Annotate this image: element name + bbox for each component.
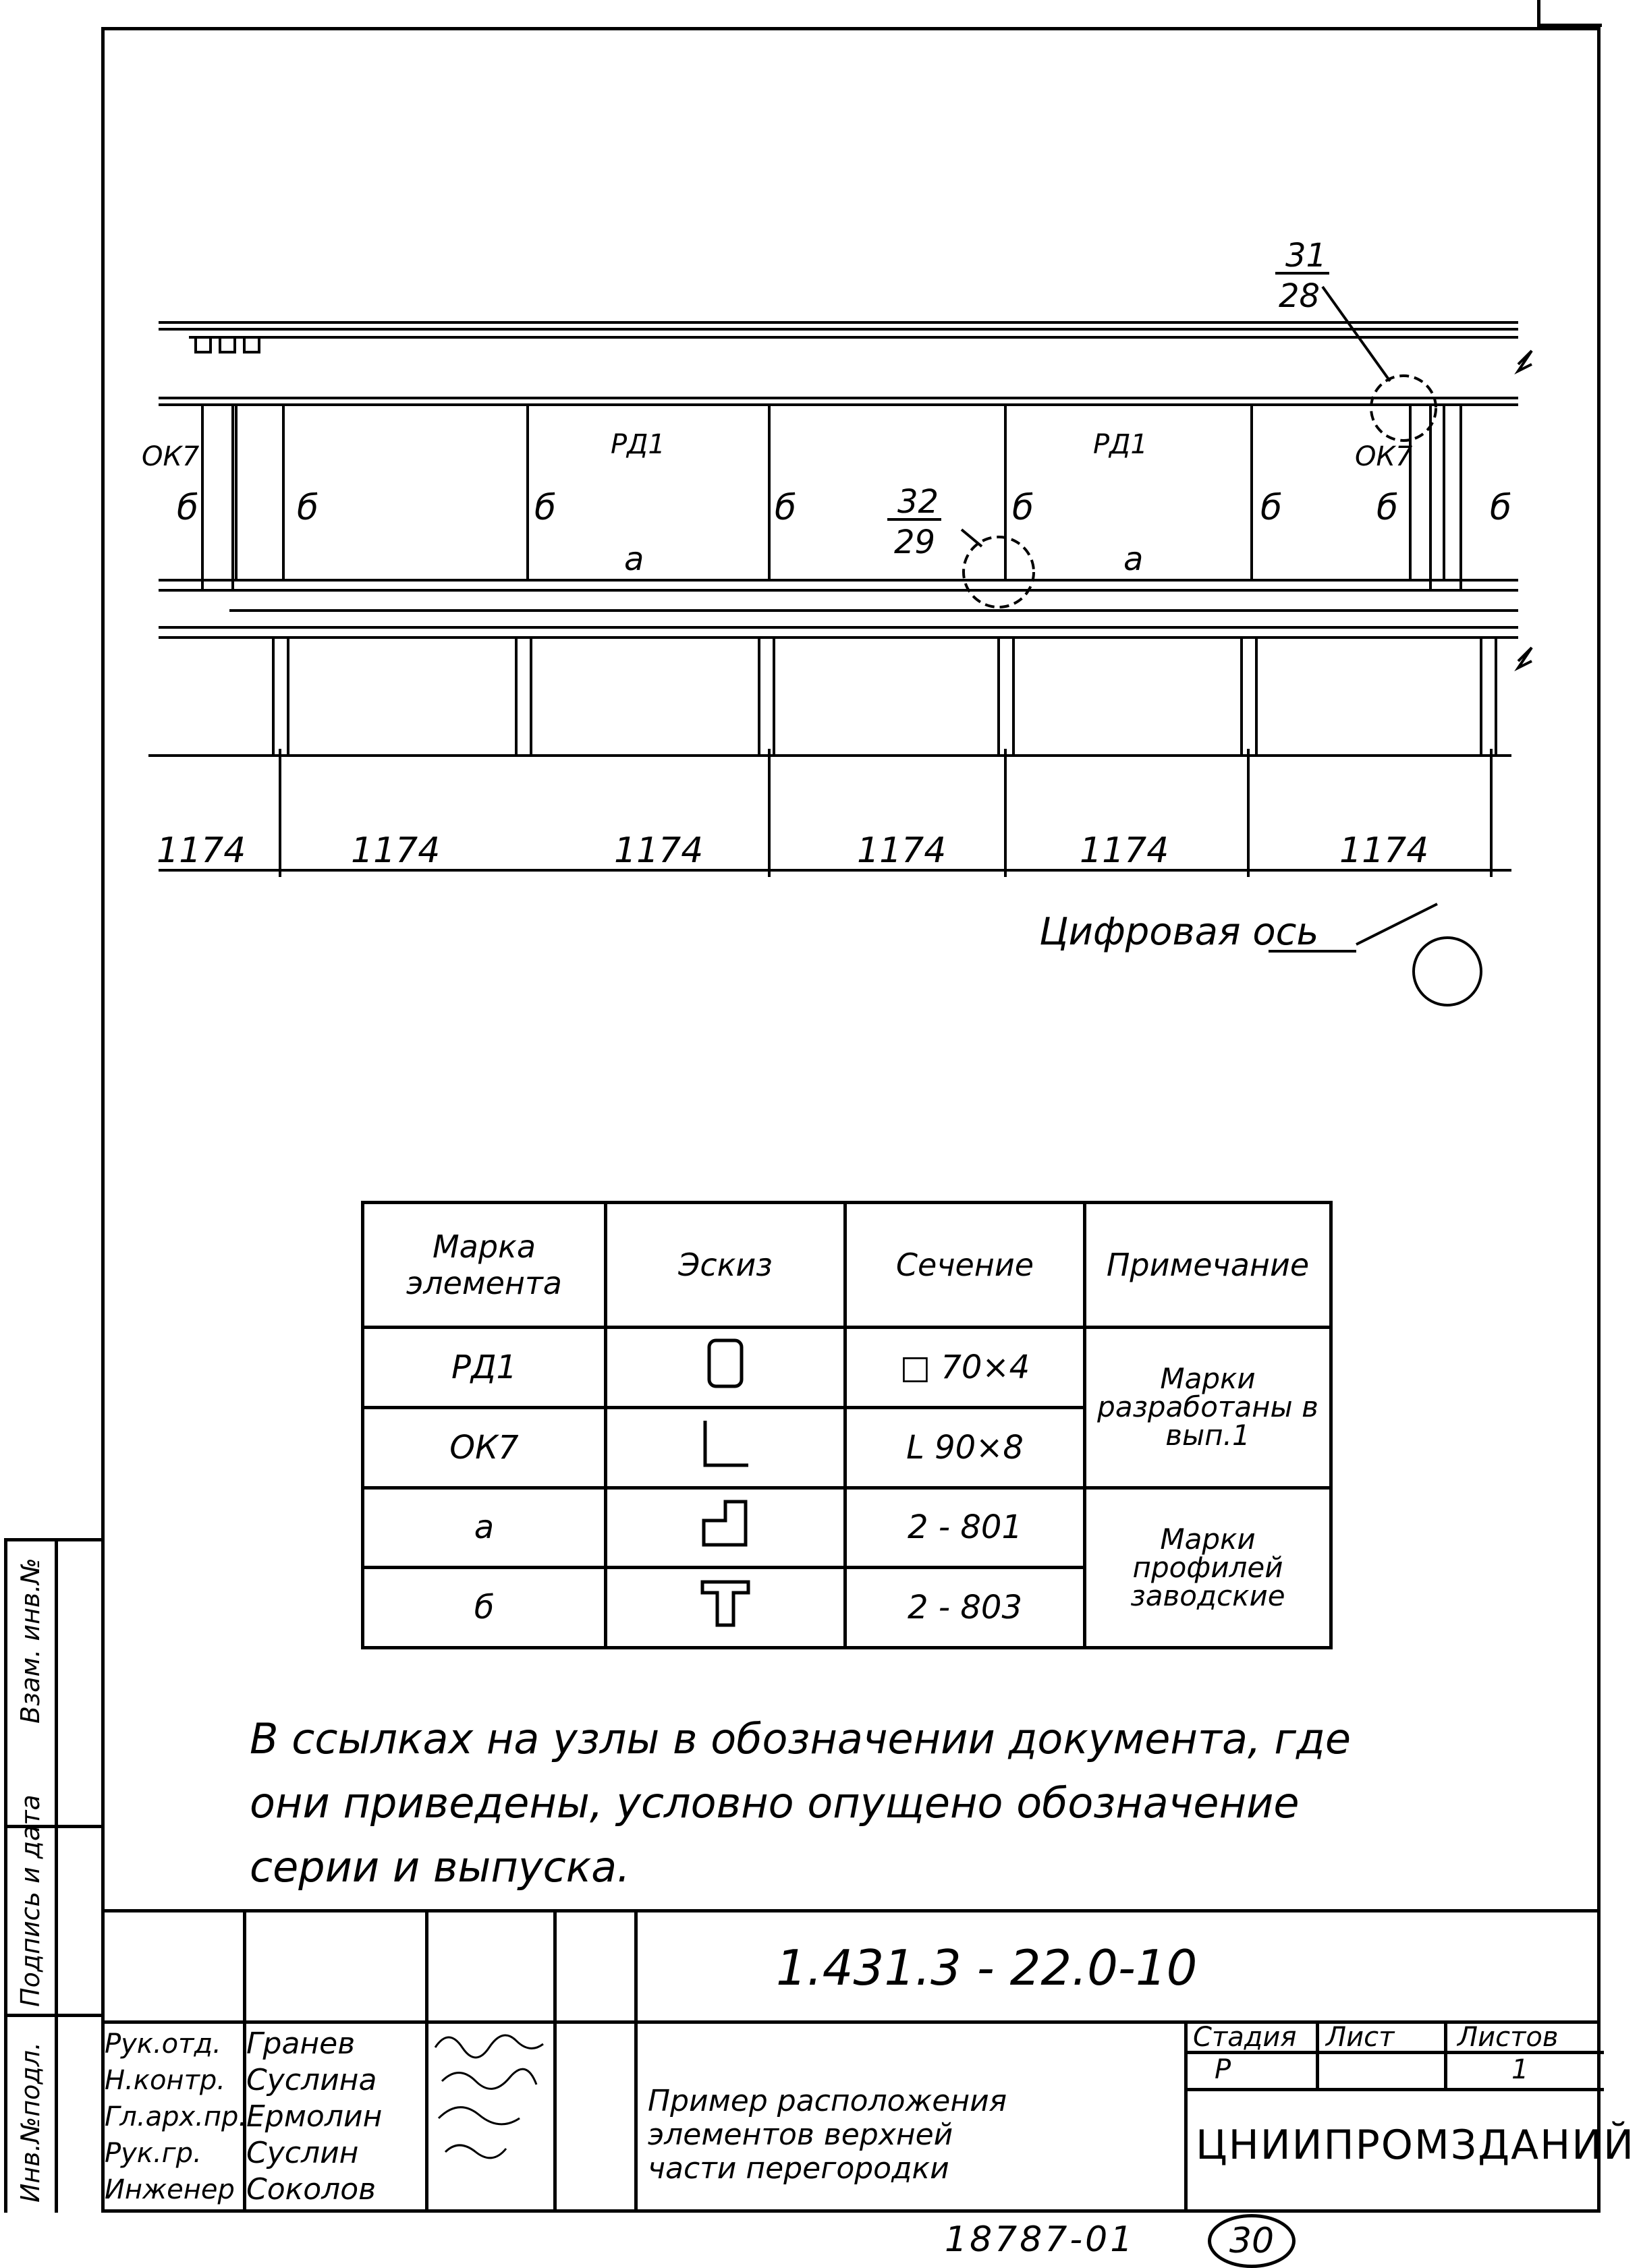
sheet-title: Пример расположения элементов верхней части перегородки: [648, 2084, 1007, 2186]
designation: 1.431.3 - 22.0-10: [776, 1939, 1198, 1996]
col-header-note: Примечание: [1085, 1203, 1331, 1328]
elements-table: [361, 1201, 1333, 1649]
role-list: [105, 2026, 248, 2208]
footer-page: 30: [1229, 2221, 1275, 2261]
label-a-1: а: [624, 540, 644, 578]
sheet-header: Лист: [1326, 2022, 1395, 2053]
row-mark: а: [363, 1487, 606, 1568]
stage-col-line: [1444, 2020, 1447, 2088]
callout-top-den: 28: [1279, 277, 1320, 315]
side-label-sign-date: Подпись и дата: [16, 1794, 45, 2007]
side-strip: [4, 1538, 101, 2213]
dimension-2: 1174: [351, 830, 441, 871]
dimension-3: 1174: [614, 830, 704, 871]
name: Суслин: [246, 2136, 359, 2170]
label-b-2: б: [297, 488, 319, 528]
organization: ЦНИИПРОМЗДАНИЙ: [1196, 2122, 1636, 2169]
dimension-1: 1174: [157, 830, 246, 871]
col-header-sketch: Эскиз: [606, 1203, 845, 1328]
footer-number: 18787-01: [945, 2219, 1136, 2260]
label-ok7-right: ОК7: [1355, 441, 1413, 472]
row-section: 2 - 803: [845, 1568, 1085, 1648]
row-section: L 90×8: [845, 1407, 1085, 1487]
label-b-4: б: [775, 488, 797, 528]
role: Рук.отд.: [105, 2029, 221, 2060]
side-strip-row-line: [7, 2014, 101, 2017]
sketch-tube-icon: [606, 1328, 845, 1408]
row-mark: ОК7: [363, 1407, 606, 1487]
label-b-8: б: [1490, 488, 1512, 528]
stage-col-line: [1316, 2020, 1319, 2088]
label-rd1-right: РД1: [1093, 429, 1148, 460]
label-a-2: а: [1123, 540, 1144, 578]
partition-drawing: [0, 0, 1641, 1079]
role: Гл.арх.пр.: [105, 2101, 248, 2132]
side-label-inv-orig: Инв.№подл.: [16, 2041, 45, 2203]
row-note: Марки профилей заводские: [1085, 1487, 1331, 1648]
dimension-4: 1174: [857, 830, 947, 871]
dimension-6: 1174: [1339, 830, 1429, 871]
footer-page-circle: [1208, 2214, 1296, 2268]
name: Соколов: [246, 2172, 377, 2207]
name-list: [246, 2026, 425, 2208]
label-b-7: б: [1376, 488, 1399, 528]
side-strip-col-line: [55, 1541, 58, 2213]
general-note: В ссылках на узлы в обозначении документа, где они приведены, условно опущено обозначение серии и выпуска.: [250, 1714, 1351, 1892]
table-header-row: [363, 1203, 1331, 1328]
stage-header: Стадия: [1193, 2022, 1297, 2053]
role: Рук.гр.: [105, 2138, 202, 2169]
label-b-5: б: [1012, 488, 1034, 528]
label-b-1: б: [177, 488, 199, 528]
col-line: [553, 1912, 557, 2213]
row-section: □ 70×4: [845, 1328, 1085, 1408]
sketch-profile-b-icon: [606, 1568, 845, 1648]
side-label-vzam: Взам. инв.№: [16, 1558, 45, 1724]
col-header-section: Сечение: [845, 1203, 1085, 1328]
name: Гранев: [246, 2026, 356, 2061]
title-block: [101, 1909, 1636, 2213]
col-header-mark: Марка элемента: [363, 1203, 606, 1328]
dimension-5: 1174: [1080, 830, 1169, 871]
label-b-6: б: [1260, 488, 1283, 528]
callout-mid-den: 29: [894, 523, 936, 561]
axis-label: Цифровая ось: [1039, 910, 1319, 954]
stage-value: Р: [1215, 2054, 1231, 2085]
table-row: [363, 1328, 1331, 1408]
sketch-angle-icon: [606, 1407, 845, 1487]
table-row: [363, 1487, 1331, 1568]
label-rd1-left: РД1: [611, 429, 665, 460]
stage-row-line: [1188, 2088, 1604, 2091]
role: Н.контр.: [105, 2065, 225, 2096]
name: Суслина: [246, 2063, 377, 2097]
sketch-profile-a-icon: [606, 1487, 845, 1568]
callout-mid-num: 32: [897, 483, 939, 521]
row-mark: РД1: [363, 1328, 606, 1408]
row-note: Марки разработаны в вып.1: [1085, 1328, 1331, 1488]
stage-block: [1184, 2020, 1636, 2213]
label-b-3: б: [534, 488, 557, 528]
sheets-value: 1: [1511, 2054, 1529, 2085]
callout-top-num: 31: [1285, 237, 1327, 275]
sheets-header: Листов: [1457, 2022, 1559, 2053]
label-ok7-left: ОК7: [142, 441, 200, 472]
name: Ермолин: [246, 2099, 383, 2134]
signature-marks: [428, 2027, 550, 2209]
row-mark: б: [363, 1568, 606, 1648]
row-section: 2 - 801: [845, 1487, 1085, 1568]
role: Инженер: [105, 2174, 235, 2205]
